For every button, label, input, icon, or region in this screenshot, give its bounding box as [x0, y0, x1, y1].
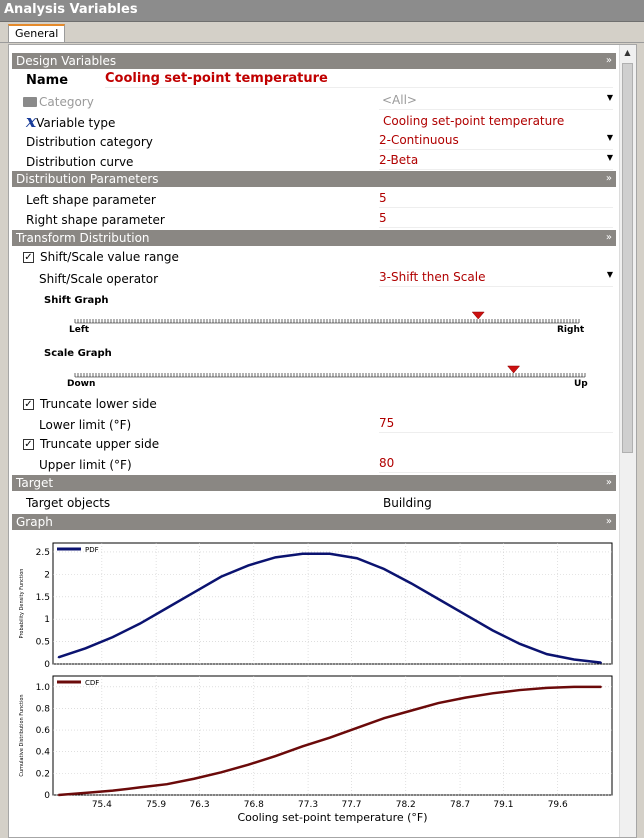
category-label: Category	[39, 95, 94, 109]
variable-type-row	[26, 112, 115, 132]
name-field[interactable]	[105, 71, 613, 88]
data-point	[302, 553, 304, 555]
operator-dropdown[interactable]	[379, 270, 613, 287]
data-point	[112, 790, 114, 792]
y-tick-label: 0.2	[35, 769, 50, 780]
x-tick-label: 77.3	[298, 800, 319, 810]
data-point	[600, 662, 602, 664]
shift-slider-thumb[interactable]	[472, 312, 484, 319]
variable-type-value: Cooling set-point temperature	[383, 114, 565, 128]
section-title: Target	[16, 476, 54, 490]
y-tick-label: 0.8	[35, 704, 50, 715]
y-tick-label: 1	[44, 615, 50, 626]
data-point	[58, 794, 60, 796]
scale-slider-thumb[interactable]	[508, 366, 520, 373]
upper-limit-field[interactable]	[379, 456, 613, 473]
y-tick-label: 1.5	[35, 592, 50, 603]
distribution-charts	[9, 533, 619, 837]
y-tick-label: 0	[44, 791, 50, 801]
section-target[interactable]	[12, 475, 616, 491]
legend-label: CDF	[85, 679, 100, 687]
data-point	[166, 607, 168, 609]
collapse-chevron-icon[interactable]: »	[605, 232, 612, 243]
y-tick-label: 2.5	[35, 547, 50, 558]
truncate-lower-label: Truncate lower side	[40, 397, 157, 411]
scale-tick-marks	[75, 373, 585, 377]
x-tick-label: 76.3	[189, 800, 210, 810]
data-point	[492, 630, 494, 632]
left-shape-label: Left shape parameter	[26, 193, 156, 207]
dropdown-arrow-icon: ▼	[606, 93, 613, 102]
name-value: Cooling set-point temperature	[105, 71, 328, 86]
tab-strip	[0, 22, 644, 43]
collapse-chevron-icon[interactable]: »	[605, 173, 612, 184]
x-axis-label: Cooling set-point temperature (°F)	[237, 811, 428, 824]
truncate-upper-checkbox[interactable]: ✓	[24, 439, 33, 450]
distribution-category-value: 2-Continuous	[379, 133, 459, 147]
right-shape-label: Right shape parameter	[26, 213, 165, 227]
data-point	[220, 576, 222, 578]
data-point	[275, 755, 277, 757]
variable-type-label: Variable type	[36, 116, 116, 130]
data-point	[383, 568, 385, 570]
data-point	[410, 583, 412, 585]
data-point	[139, 787, 141, 789]
shift-right-label: Right	[557, 325, 585, 335]
data-point	[410, 710, 412, 712]
data-point	[383, 717, 385, 719]
x-tick-label: 75.4	[91, 800, 112, 810]
window-title: Analysis Variables	[0, 0, 644, 22]
data-point	[193, 591, 195, 593]
data-point	[492, 693, 494, 695]
data-point	[356, 727, 358, 729]
operator-value: 3-Shift then Scale	[379, 270, 486, 284]
data-point	[139, 623, 141, 625]
data-point	[465, 614, 467, 616]
data-point	[519, 643, 521, 645]
data-point	[85, 648, 87, 650]
data-point	[220, 771, 222, 773]
data-point	[248, 565, 250, 567]
data-point	[519, 689, 521, 691]
data-point	[166, 783, 168, 785]
distribution-category-dropdown[interactable]	[379, 133, 613, 150]
distribution-curve-label: Distribution curve	[26, 155, 134, 169]
y-tick-label: 0.5	[35, 637, 50, 648]
data-point	[248, 764, 250, 766]
data-point	[329, 553, 331, 555]
target-objects-value: Building	[383, 496, 432, 510]
x-tick-label: 75.9	[146, 800, 167, 810]
data-point	[573, 686, 575, 688]
upper-limit-value: 80	[379, 456, 395, 470]
x-tick-label: 77.7	[341, 800, 362, 810]
lower-limit-label: Lower limit (°F)	[39, 418, 132, 432]
y-axis-label: Cumulative Distribution Function	[19, 694, 25, 777]
data-point	[465, 697, 467, 699]
properties-panel	[8, 44, 637, 838]
scale-up-label: Up	[574, 379, 588, 389]
variable-x-icon: x	[26, 112, 37, 132]
section-graph[interactable]	[12, 514, 616, 530]
shift-slider[interactable]	[73, 311, 583, 327]
y-tick-label: 0	[44, 660, 50, 670]
section-title: Transform Distribution	[16, 231, 150, 245]
shift-tick-marks	[75, 319, 579, 323]
y-tick-label: 0.6	[35, 726, 50, 737]
dropdown-arrow-icon: ▼	[606, 133, 613, 142]
x-tick-label: 76.8	[243, 800, 264, 810]
data-point	[438, 702, 440, 704]
data-point	[546, 653, 548, 655]
x-tick-label: 79.6	[547, 800, 568, 810]
truncate-lower-checkbox[interactable]: ✓	[24, 399, 33, 410]
section-distribution-parameters[interactable]	[12, 171, 616, 187]
left-shape-value: 5	[379, 191, 387, 205]
upper-limit-label: Upper limit (°F)	[39, 458, 132, 472]
data-point	[329, 737, 331, 739]
shift-left-label: Left	[69, 325, 90, 335]
collapse-chevron-icon[interactable]: »	[605, 55, 612, 66]
distribution-curve-value: 2-Beta	[379, 153, 419, 167]
distribution-curve-dropdown[interactable]	[379, 153, 613, 170]
y-tick-label: 0.4	[35, 747, 50, 758]
category-row	[23, 95, 94, 109]
data-point	[438, 598, 440, 600]
section-transform-distribution[interactable]	[12, 230, 616, 246]
x-tick-label: 78.2	[395, 800, 416, 810]
section-title: Graph	[16, 515, 53, 529]
target-objects-label: Target objects	[26, 496, 111, 510]
truncate-upper-label: Truncate upper side	[40, 437, 160, 451]
y-tick-label: 2	[44, 570, 50, 581]
category-value: <All>	[382, 93, 417, 107]
data-point	[275, 557, 277, 559]
section-design-variables[interactable]	[12, 53, 616, 69]
shift-scale-label: Shift/Scale value range	[40, 250, 179, 264]
dropdown-arrow-icon: ▼	[606, 153, 613, 162]
scrollbar-thumb[interactable]	[622, 63, 633, 453]
right-shape-field[interactable]	[379, 211, 613, 228]
category-dropdown[interactable]	[379, 93, 613, 110]
vertical-scrollbar[interactable]	[619, 45, 636, 837]
name-label: Name	[26, 73, 69, 88]
lower-limit-value: 75	[379, 416, 395, 430]
legend-label: PDF	[85, 546, 99, 554]
tab-general[interactable]: General	[8, 24, 65, 42]
operator-label: Shift/Scale operator	[39, 272, 159, 286]
x-tick-label: 78.7	[450, 800, 471, 810]
cdf-chart	[19, 676, 612, 824]
data-point	[112, 636, 114, 638]
x-tick-label: 79.1	[493, 800, 514, 810]
y-tick-label: 1.0	[35, 682, 50, 693]
dropdown-arrow-icon: ▼	[606, 270, 613, 279]
scale-graph-title: Scale Graph	[44, 348, 112, 359]
lower-limit-field[interactable]	[379, 416, 613, 433]
data-point	[58, 656, 60, 658]
scroll-up-icon[interactable]: ▲	[624, 48, 631, 57]
folder-icon	[23, 97, 37, 107]
scale-slider[interactable]	[73, 365, 589, 381]
data-point	[85, 792, 87, 794]
collapse-chevron-icon[interactable]: »	[605, 477, 612, 488]
y-axis-label: Probability Density Function	[19, 568, 25, 639]
data-point	[573, 659, 575, 661]
shift-graph-title: Shift Graph	[44, 295, 109, 306]
data-point	[546, 687, 548, 689]
collapse-chevron-icon[interactable]: »	[605, 516, 612, 527]
right-shape-value: 5	[379, 211, 387, 225]
section-title: Design Variables	[16, 54, 117, 68]
distribution-category-label: Distribution category	[26, 135, 153, 149]
pdf-chart	[19, 543, 612, 670]
data-point	[600, 686, 602, 688]
data-point	[356, 557, 358, 559]
shift-scale-checkbox[interactable]: ✓	[24, 252, 33, 263]
section-title: Distribution Parameters	[16, 172, 159, 186]
scale-down-label: Down	[67, 379, 96, 389]
data-point	[193, 778, 195, 780]
left-shape-field[interactable]	[379, 191, 613, 208]
data-point	[302, 746, 304, 748]
